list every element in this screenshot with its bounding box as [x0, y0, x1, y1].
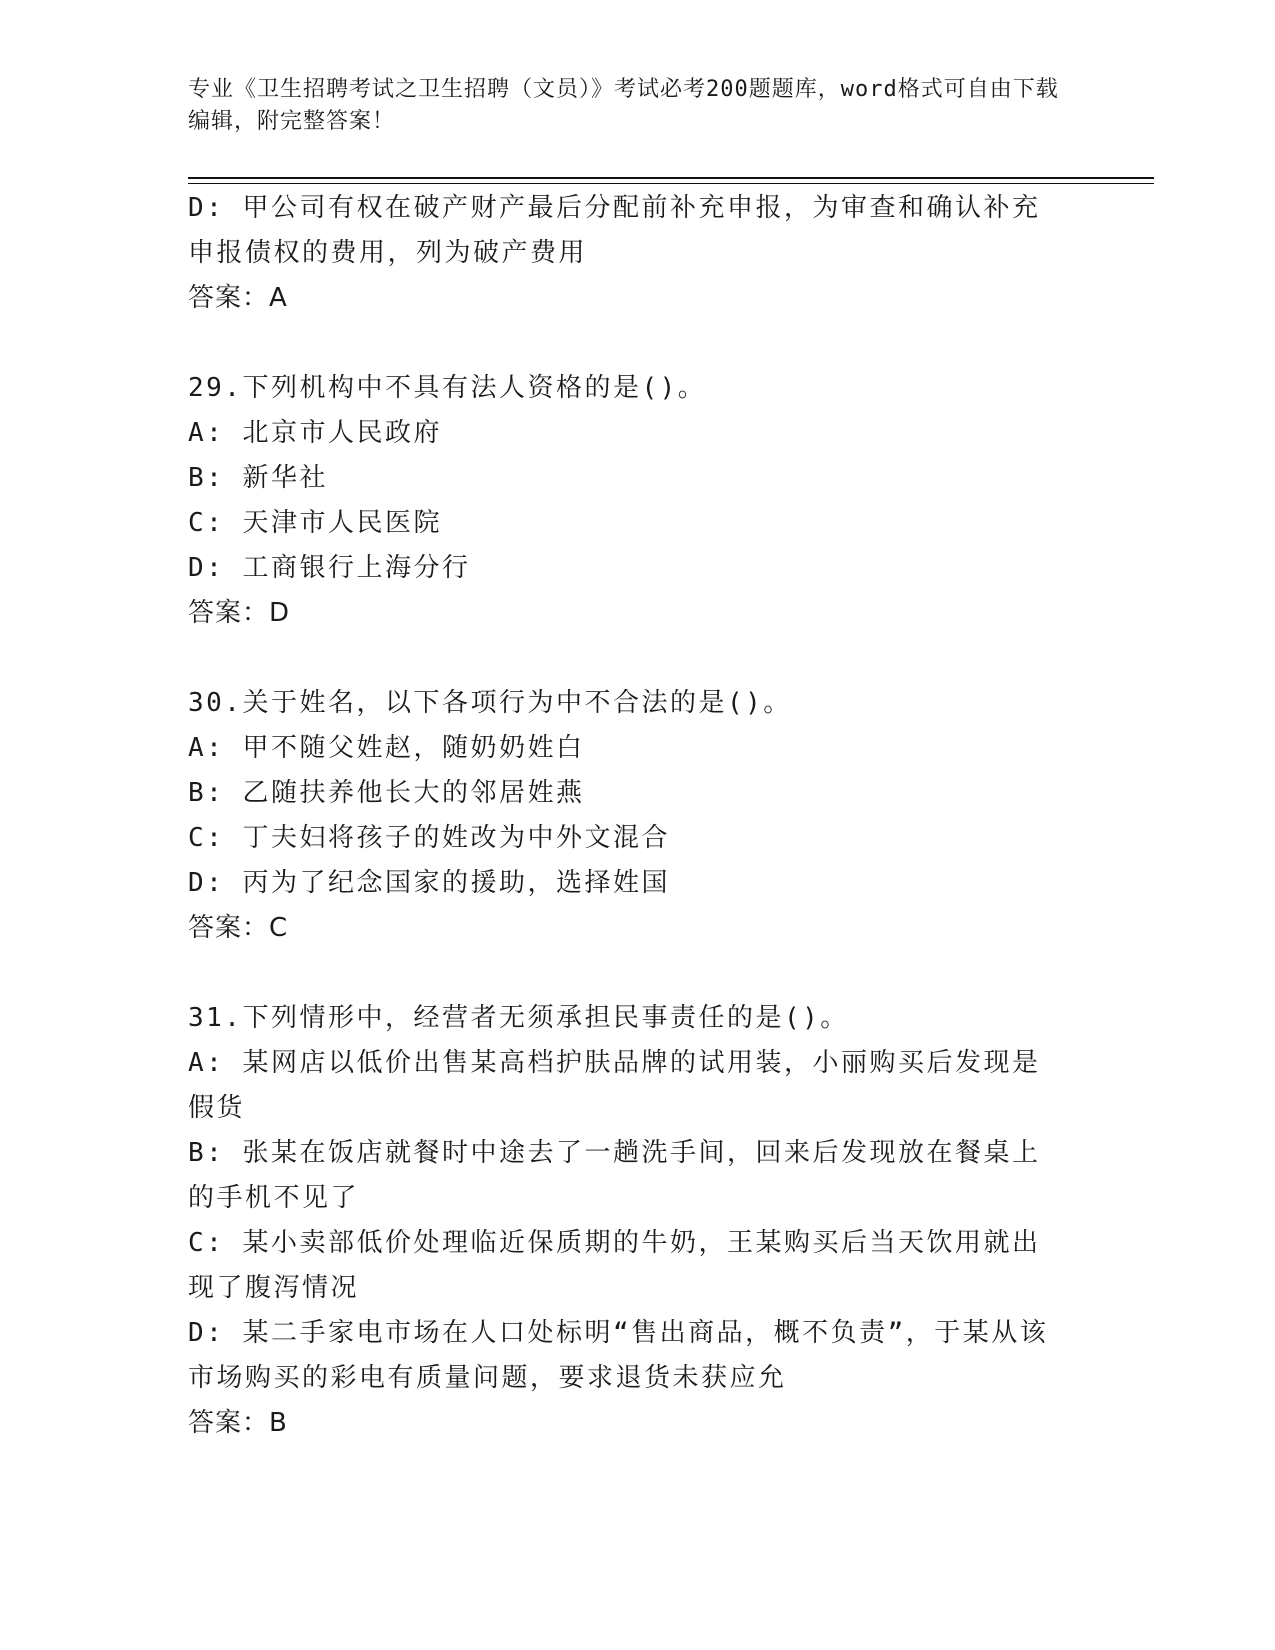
question-29 [188, 366, 1068, 636]
question-stem: 31.下列情形中，经营者无须承担民事责任的是()。 [188, 1003, 849, 1033]
spacer [188, 951, 1068, 996]
question-stem: 30.关于姓名，以下各项行为中不合法的是()。 [188, 688, 792, 718]
option-a: A: 某网店以低价出售某高档护肤品牌的试用装，小丽购买后发现是假货 [188, 1048, 1041, 1123]
document-header [188, 74, 1068, 138]
spacer [188, 321, 1068, 366]
question-28 [188, 186, 1068, 321]
option-d: D: 工商银行上海分行 [188, 553, 471, 583]
option-b: B: 张某在饭店就餐时中途去了一趟洗手间，回来后发现放在餐桌上的手机不见了 [188, 1138, 1041, 1213]
header-title: 专业《卫生招聘考试之卫生招聘（文员）》考试必考200题题库，word格式可自由下载编辑，附完整答案！ [188, 77, 1059, 134]
question-stem: 29.下列机构中不具有法人资格的是()。 [188, 373, 707, 403]
header-divider-thick [188, 177, 1154, 179]
question-30 [188, 681, 1068, 951]
answer: 答案：D [188, 598, 291, 628]
header-divider-thin [188, 183, 1154, 184]
option-d: D: 某二手家电市场在人口处标明“售出商品，概不负责”，于某从该市场购买的彩电有质量问题，要求退货未获应允 [188, 1318, 1049, 1393]
option-a: A: 北京市人民政府 [188, 418, 442, 448]
option-c: C: 天津市人民医院 [188, 508, 442, 538]
option-a: A: 甲不随父姓赵，随奶奶姓白 [188, 733, 585, 763]
option-d: D: 丙为了纪念国家的援助，选择姓国 [188, 868, 670, 898]
question-list [188, 186, 1068, 1446]
option-c: C: 丁夫妇将孩子的姓改为中外文混合 [188, 823, 670, 853]
answer: 答案：B [188, 1408, 288, 1438]
spacer [188, 636, 1068, 681]
option-b: B: 乙随扶养他长大的邻居姓燕 [188, 778, 585, 808]
option-d: D: 甲公司有权在破产财产最后分配前补充申报，为审查和确认补充申报债权的费用，列为破产费用 [188, 193, 1041, 268]
option-b: B: 新华社 [188, 463, 328, 493]
answer: 答案：C [188, 913, 289, 943]
answer: 答案：A [188, 283, 288, 313]
question-31 [188, 996, 1068, 1446]
option-c: C: 某小卖部低价处理临近保质期的牛奶，王某购买后当天饮用就出现了腹泻情况 [188, 1228, 1041, 1303]
